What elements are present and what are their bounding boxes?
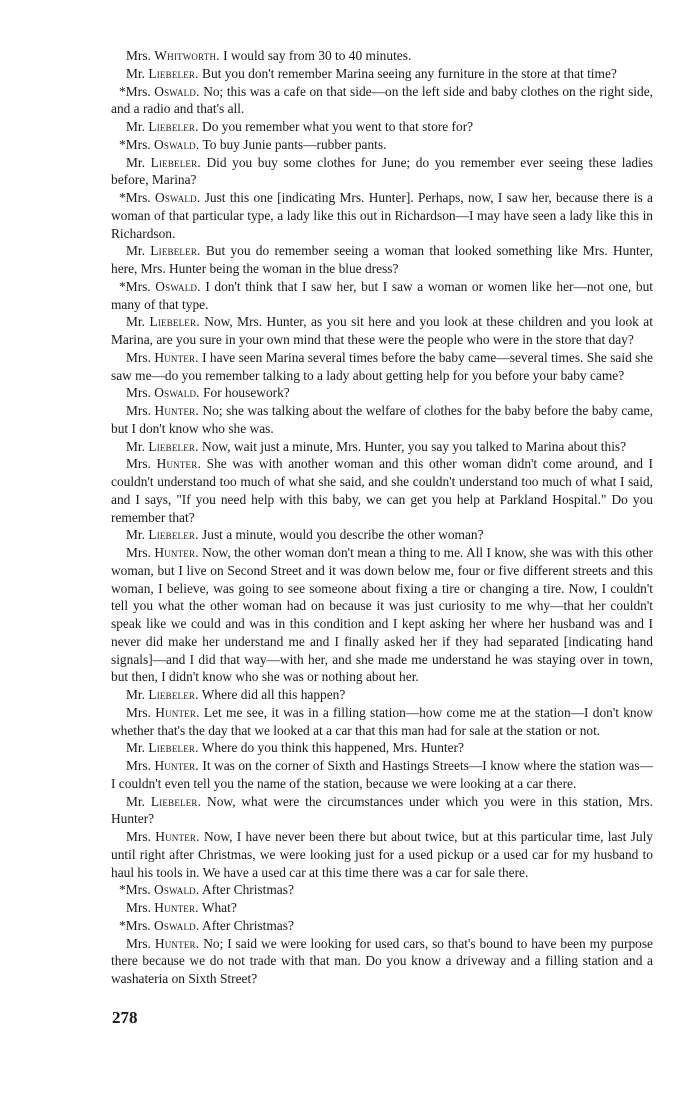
speaker-title: Mr. xyxy=(126,65,145,81)
speech-text: For housework? xyxy=(203,385,290,401)
speaker-name: Liebeler. xyxy=(150,793,202,809)
speaker-name: Hunter. xyxy=(154,403,199,418)
speaker-title: Mrs. xyxy=(126,900,151,915)
testimony-paragraph xyxy=(111,704,653,740)
speaker-title: Mrs. xyxy=(126,935,151,951)
speaker-name: Oswald. xyxy=(155,278,201,294)
testimony-paragraph xyxy=(111,65,653,83)
speech-text: Now, the other woman don't mean a thing to me. All I know, she was with this other woman, but I live on Second Street and it was down below me, four or five different streets and this woman, I believe, was going to see someone about fixing a tire or changing a tire. Now, I couldn't tell you what the other woman had on because it was just curiosity to me why—that her couldn't speak like we could and was in this condition and I kept asking her where her husband was and I never did make her understand me and I finally asked her if they had separated [indicating hand signals]—and I did that way—with her, and she made me understand he was staying over in town, but then, I didn't know who she was or nothing about her. xyxy=(111,545,653,685)
testimony-paragraph xyxy=(111,349,653,385)
speaker-name: Whitworth. xyxy=(154,48,220,63)
speaker-name: Liebeler. xyxy=(148,740,199,756)
speech-text: To buy Junie pants—rubber pants. xyxy=(202,136,387,152)
speaker-name: Liebeler. xyxy=(149,314,200,330)
speech-text: Let me see, it was in a filling station—how come me at the station—I don't know whether that's the day that we looked at a car that this man had for sale at the station or not. xyxy=(111,704,653,738)
speaker-title: Mr. xyxy=(126,438,145,454)
speech-text: I don't think that I saw her, but I saw a woman or women like her—not one, but many of that type. xyxy=(111,278,653,312)
speaker-name: Hunter. xyxy=(155,829,200,844)
testimony-paragraph xyxy=(111,278,653,314)
footnote-asterisk: * xyxy=(119,882,126,898)
footnote-asterisk: * xyxy=(119,917,126,933)
speaker-name: Liebeler. xyxy=(150,154,201,170)
speech-text: Do you remember what you went to that store for? xyxy=(202,119,474,134)
speaker-name: Hunter. xyxy=(155,704,200,720)
speaker-name: Oswald. xyxy=(154,136,200,152)
testimony-paragraph xyxy=(111,384,653,402)
speaker-title: Mr. xyxy=(126,119,145,134)
speaker-title: Mrs. xyxy=(126,403,151,418)
speech-text: But you do remember seeing a woman that looked something like Mrs. Hunter, here, Mrs. Hunter being the woman in the blue dress? xyxy=(111,243,653,276)
speaker-name: Oswald. xyxy=(154,882,200,898)
footnote-asterisk: * xyxy=(119,190,126,205)
speech-text: Now, wait just a minute, Mrs. Hunter, you say you talked to Marina about this? xyxy=(202,438,627,454)
speaker-name: Oswald. xyxy=(154,385,200,401)
speaker-title: Mr. xyxy=(126,740,145,756)
speaker-title: Mrs. xyxy=(125,83,151,99)
speech-text: It was on the corner of Sixth and Hastings Streets—I know where the station was—I couldn't even tell you the name of the station, because we were looking at a car there. xyxy=(111,758,653,791)
footnote-asterisk: * xyxy=(119,136,126,152)
speaker-name: Hunter. xyxy=(154,900,199,915)
testimony-paragraph xyxy=(111,881,653,899)
testimony-paragraph xyxy=(111,83,653,119)
testimony-paragraph xyxy=(111,47,653,65)
speaker-title: Mrs. xyxy=(125,917,151,933)
speaker-title: Mr. xyxy=(126,243,145,259)
speaker-name: Hunter. xyxy=(154,545,199,560)
speaker-title: Mrs. xyxy=(125,882,151,898)
speech-text: Now, what were the circumstances under which you were in this station, Mrs. Hunter? xyxy=(111,793,653,827)
speaker-name: Liebeler. xyxy=(148,65,199,81)
speaker-name: Liebeler. xyxy=(148,119,199,134)
testimony-paragraph xyxy=(111,757,653,793)
speech-text: Where did all this happen? xyxy=(201,687,346,702)
speech-text: No; she was talking about the welfare of clothes for the baby before the baby came, but I don't know who she was. xyxy=(111,403,653,436)
speech-text: What? xyxy=(201,900,237,915)
speaker-title: Mr. xyxy=(126,793,145,809)
footnote-asterisk: * xyxy=(119,278,126,294)
speaker-name: Liebeler. xyxy=(148,687,199,702)
speaker-name: Liebeler. xyxy=(148,527,199,543)
speaker-name: Hunter. xyxy=(154,349,199,365)
speech-text: Now, I have never been there but about twice, but at this particular time, last July until right after Christmas, we were looking just for a used pickup or a used car for my husband to haul his tools in. We have a used car at this time there was a car for sale there. xyxy=(111,829,653,880)
speaker-title: Mr. xyxy=(126,154,145,170)
testimony-paragraph xyxy=(111,793,653,829)
speaker-name: Hunter. xyxy=(156,456,201,472)
speaker-title: Mrs. xyxy=(125,190,151,205)
testimony-paragraph xyxy=(111,739,653,757)
speaker-name: Liebeler. xyxy=(148,438,199,454)
testimony-paragraph xyxy=(111,402,653,438)
speaker-title: Mrs. xyxy=(126,704,151,720)
speaker-title: Mrs. xyxy=(126,385,151,401)
speaker-title: Mr. xyxy=(126,314,145,330)
testimony-paragraph xyxy=(111,189,653,242)
footnote-asterisk: * xyxy=(119,83,126,99)
testimony-paragraph xyxy=(111,118,653,136)
speaker-title: Mrs. xyxy=(126,758,151,773)
testimony-paragraph xyxy=(111,917,653,935)
speaker-name: Oswald. xyxy=(154,190,201,205)
speaker-title: Mr. xyxy=(126,687,145,702)
speaker-name: Hunter. xyxy=(154,935,200,951)
speech-text: Just a minute, would you describe the other woman? xyxy=(202,527,484,543)
testimony-paragraph xyxy=(111,154,653,190)
speaker-name: Oswald. xyxy=(154,917,200,933)
speaker-title: Mr. xyxy=(126,527,145,543)
testimony-paragraph xyxy=(111,686,653,704)
testimony-paragraph xyxy=(111,544,653,686)
testimony-paragraph xyxy=(111,828,653,881)
page-number: 278 xyxy=(112,1008,138,1027)
speech-text: No; this was a cafe on that side—on the left side and baby clothes on the right side, and a radio and that's all. xyxy=(111,83,653,117)
testimony-paragraph xyxy=(111,899,653,917)
speaker-name: Liebeler. xyxy=(150,243,201,259)
testimony-paragraph xyxy=(111,136,653,154)
testimony-paragraph xyxy=(111,526,653,544)
speech-text: Now, Mrs. Hunter, as you sit here and you look at these children and you look at Marina, are you sure in your own mind that these were the people who were in the store that day? xyxy=(111,314,653,347)
speaker-title: Mrs. xyxy=(126,349,151,365)
speech-text: But you don't remember Marina seeing any furniture in the store at that time? xyxy=(202,65,617,81)
testimony-paragraph xyxy=(111,242,653,278)
speech-text: Where do you think this happened, Mrs. Hunter? xyxy=(201,740,464,756)
speaker-title: Mrs. xyxy=(126,48,151,63)
testimony-paragraph xyxy=(111,313,653,349)
speech-text: No; I said we were looking for used cars, so that's bound to have been my purpose there because we do not trade with that man. Do you know a driveway and a filling station and a washateria on Sixth Street? xyxy=(111,935,653,986)
speaker-title: Mrs. xyxy=(126,545,151,560)
speaker-title: Mrs. xyxy=(126,456,151,472)
transcript-body xyxy=(111,47,653,988)
speech-text: Just this one [indicating Mrs. Hunter]. Perhaps, now, I saw her, because there is a woman of that particular type, a lady like this out in Richardson—I may have seen a lady like this in Richardson. xyxy=(111,190,653,241)
testimony-paragraph xyxy=(111,935,653,988)
speech-text: After Christmas? xyxy=(202,882,294,898)
testimony-paragraph xyxy=(111,438,653,456)
speaker-title: Mrs. xyxy=(126,829,151,844)
speech-text: I would say from 30 to 40 minutes. xyxy=(223,48,412,63)
speech-text: I have seen Marina several times before the baby came—several times. She said she saw me—do you remember talking to a lady about getting help for you before your baby came? xyxy=(111,349,653,383)
speaker-title: Mrs. xyxy=(125,278,151,294)
speech-text: Did you buy some clothes for June; do you remember ever seeing these ladies before, Marina? xyxy=(111,154,653,188)
speech-text: She was with another woman and this other woman didn't come around, and I couldn't understand too much of what she said, and she couldn't understand too much of what I said, and I says, "If you need help with this baby, we can get you help at Parkland Hospital." Do you remember that? xyxy=(111,456,653,525)
speaker-title: Mrs. xyxy=(125,136,151,152)
speech-text: After Christmas? xyxy=(202,917,294,933)
speaker-name: Hunter. xyxy=(154,758,199,773)
speaker-name: Oswald. xyxy=(154,83,200,99)
testimony-paragraph xyxy=(111,455,653,526)
